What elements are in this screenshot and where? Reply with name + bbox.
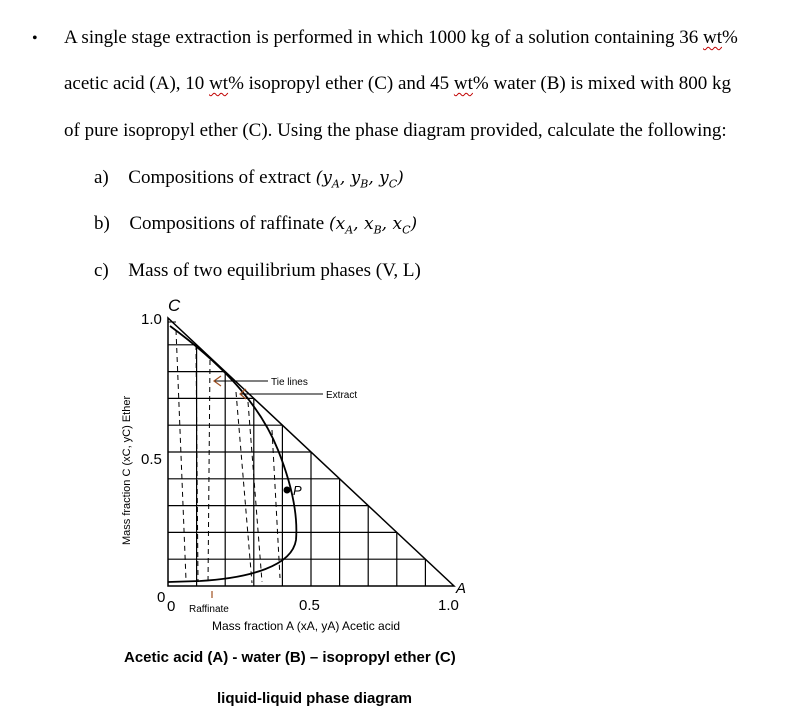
- spelling-flag: wt: [453, 73, 473, 94]
- question-text: Compositions of extract: [128, 167, 316, 188]
- vertex-a-label: A: [456, 580, 467, 597]
- question-label: b): [94, 213, 110, 234]
- y-tick-05-label: 0.5: [141, 451, 162, 468]
- y-axis-label: Mass fraction C (xC, yC) Ether: [121, 395, 133, 545]
- extract-vars: ($y_A$, $y_B$, $y_C$): [315, 168, 404, 191]
- question-label: c): [94, 260, 109, 281]
- x-axis-label: Mass fraction A (xA, yA) Acetic acid: [212, 619, 401, 633]
- x-tick-0-label: 0: [167, 598, 176, 615]
- problem-text: A single stage extraction is performed in which 1000 kg of a solution containing 36: [64, 27, 704, 48]
- question-text: Mass of two equilibrium phases (V, L): [128, 260, 421, 281]
- vertex-c-label: C: [168, 296, 181, 315]
- raffinate-label: Raffinate: [189, 604, 229, 615]
- y-tick-1-label: 1.0: [141, 311, 162, 328]
- problem-text: %: [722, 27, 738, 48]
- problem-line-3: of pure isopropyl ether (C). Using the phase diagram provided, calculate the following:: [64, 120, 727, 141]
- tie-lines: [176, 330, 280, 584]
- problem-text: % water (B) is mixed with 800 kg: [472, 73, 731, 94]
- tie-lines-label: Tie lines: [271, 377, 308, 388]
- raffinate-vars: ($x_A$, $x_B$, $x_C$): [328, 214, 418, 237]
- x-tick-1-label: 1.0: [438, 597, 459, 614]
- x-tick-05-label: 0.5: [299, 597, 320, 614]
- point-p-label: P: [293, 483, 302, 498]
- problem-text: % isopropyl ether (C) and 45: [228, 73, 454, 94]
- extract-label: Extract: [326, 390, 358, 401]
- diagram-caption-subtitle: liquid-liquid phase diagram: [217, 690, 413, 707]
- problem-text: acetic acid (A), 10: [64, 73, 210, 94]
- bullet-marker: •: [32, 30, 38, 47]
- y-tick-0-label: 0: [157, 589, 166, 606]
- question-text: Compositions of raffinate: [129, 213, 329, 234]
- solubility-curve: [168, 326, 296, 582]
- spelling-flag: wt: [703, 27, 723, 48]
- diagram-caption-title: Acetic acid (A) - water (B) – isopropyl ether (C): [124, 649, 456, 666]
- question-label: a): [94, 167, 109, 188]
- mixture-point-p: [284, 487, 291, 494]
- spelling-flag: wt: [209, 73, 229, 94]
